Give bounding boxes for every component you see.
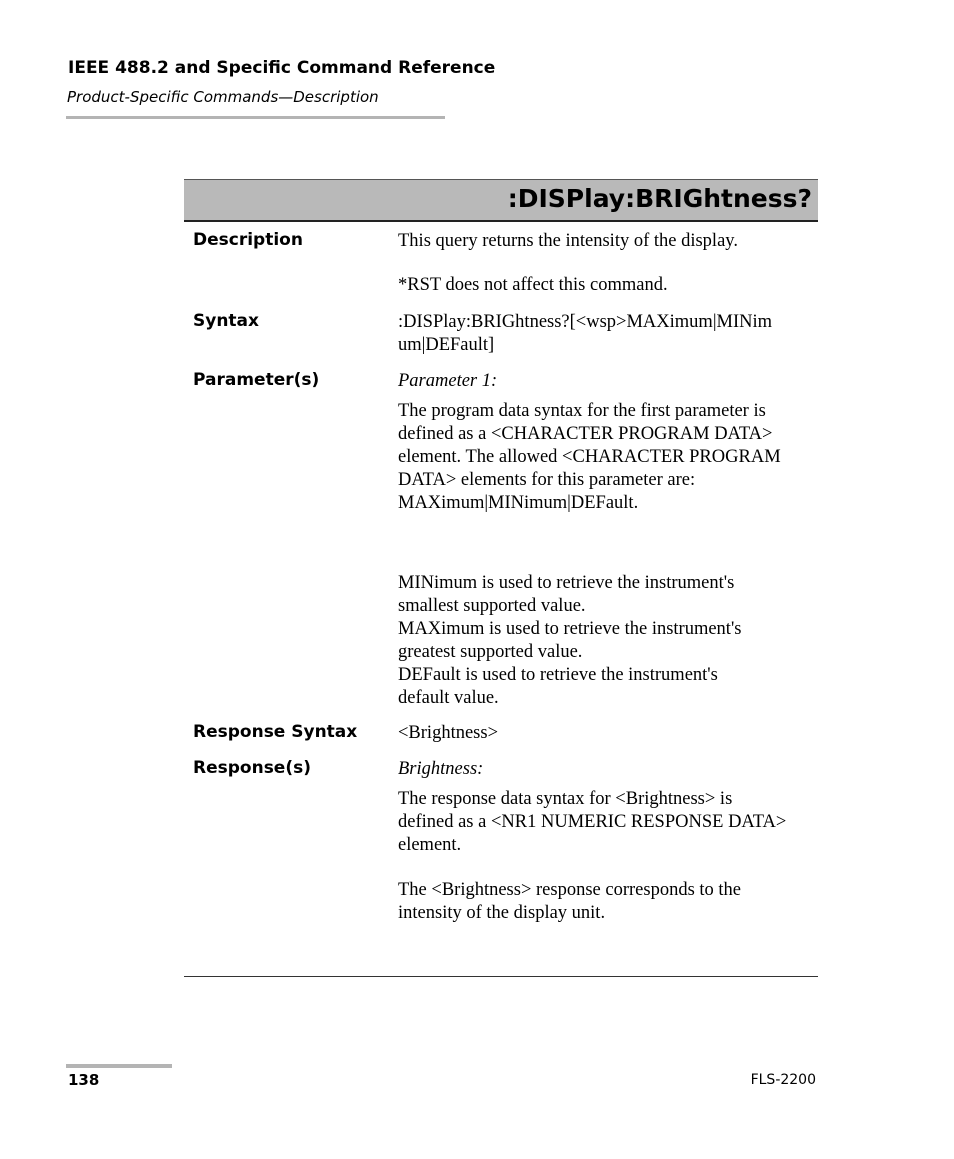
syntax-label: Syntax [193, 311, 259, 331]
description-line: *RST does not affect this command. [398, 275, 668, 295]
response-syntax-label: Response Syntax [193, 722, 358, 742]
table-bottom-divider [184, 976, 818, 977]
response-syntax-value: <Brightness> [398, 723, 499, 743]
description-line: This query returns the intensity of the display. [398, 231, 738, 251]
parameter-line: DATA> elements for this parameter are: [398, 470, 696, 490]
header-divider [66, 116, 445, 119]
parameter-line: The program data syntax for the first parameter is [398, 401, 766, 421]
parameter-line: MAXimum|MINimum|DEFault. [398, 493, 639, 513]
response-text [398, 788, 816, 925]
parameter-detail-line: MAXimum is used to retrieve the instrument's [398, 619, 742, 639]
syntax-text [398, 311, 816, 357]
syntax-line: :DISPlay:BRIGhtness?[<wsp>MAXimum|MINim [398, 312, 773, 332]
parameter-detail-line: greatest supported value. [398, 642, 583, 662]
response-line: intensity of the display unit. [398, 903, 606, 923]
response-name: Brightness: [398, 759, 484, 779]
description-label: Description [193, 230, 303, 250]
parameter-line: defined as a <CHARACTER PROGRAM DATA> [398, 424, 773, 444]
parameter-detail-line: smallest supported value. [398, 596, 586, 616]
response-line: The <Brightness> response corresponds to the [398, 880, 742, 900]
parameter-detail-line: default value. [398, 688, 499, 708]
parameter-name: Parameter 1: [398, 371, 498, 391]
parameters-label: Parameter(s) [193, 370, 320, 390]
page-header-subtitle: Product-Specific Commands—Description [67, 88, 379, 106]
page-header-title: IEEE 488.2 and Specific Command Reference [68, 58, 496, 78]
parameter-details [398, 572, 816, 710]
parameter-line: element. The allowed <CHARACTER PROGRAM [398, 447, 781, 467]
parameter-detail-line: MINimum is used to retrieve the instrument's [398, 573, 735, 593]
parameter-detail-line: DEFault is used to retrieve the instrument's [398, 665, 718, 685]
page-number: 138 [68, 1071, 100, 1089]
product-name: FLS-2200 [750, 1072, 816, 1088]
responses-label: Response(s) [193, 758, 311, 778]
command-title-bar [184, 179, 818, 222]
command-title: :DISPlay:BRIGhtness? [507, 184, 812, 213]
syntax-line: um|DEFault] [398, 335, 495, 355]
response-line: The response data syntax for <Brightness> is [398, 789, 733, 809]
parameter-text [398, 400, 816, 515]
response-line: defined as a <NR1 NUMERIC RESPONSE DATA> [398, 812, 787, 832]
description-text [398, 230, 816, 297]
response-line: element. [398, 835, 462, 855]
footer-divider [66, 1064, 172, 1068]
